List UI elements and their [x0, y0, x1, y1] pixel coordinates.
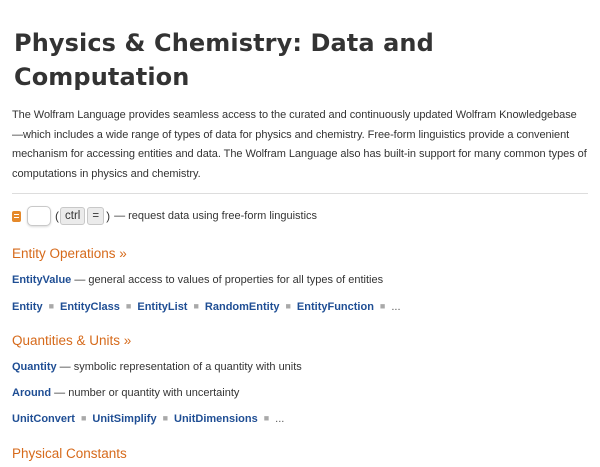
cell-bracket-icon[interactable] — [12, 211, 21, 222]
around-line — [12, 387, 239, 399]
function-link-entityfunction[interactable]: EntityFunction — [296, 301, 374, 313]
page-title: Physics & Chemistry: Data and Computation — [14, 29, 434, 91]
entity-links-line — [12, 301, 401, 313]
function-link-around[interactable]: Around — [12, 387, 52, 399]
separator-dot: ■ — [80, 413, 87, 423]
entityvalue-description: — general access to values of properties for all types of entities — [71, 274, 384, 286]
intro-paragraph: The Wolfram Language provides seamless access to the curated and continuously updated Wolfram Knowledgebase —which includes a wide range of types of data for physics and chemistry. Free-form linguistics provide a convenient mechanism for accessing entities and data. The Wolfram Language also has built-in support for many common types of computations in physics and chemistry. — [12, 109, 587, 180]
freeform-input-row — [12, 205, 317, 227]
quantity-line — [12, 361, 302, 373]
freeform-description: — request data using free-form linguistics — [114, 210, 318, 222]
function-link-entityvalue[interactable]: EntityValue — [12, 274, 72, 286]
open-paren: ( — [55, 209, 59, 223]
separator-dot: ■ — [162, 413, 168, 423]
separator-dot: ■ — [263, 413, 270, 423]
around-description: — number or quantity with uncertainty — [51, 387, 240, 399]
key-ctrl: ctrl — [60, 207, 85, 225]
more-ellipsis[interactable]: ... — [391, 301, 401, 313]
function-link-unitdimensions[interactable]: UnitDimensions — [174, 413, 258, 425]
entityvalue-line — [12, 274, 383, 286]
separator-dot: ■ — [48, 301, 54, 311]
function-link-entitylist[interactable]: EntityList — [137, 301, 188, 313]
separator-dot: ■ — [125, 301, 132, 311]
function-link-randomentity[interactable]: RandomEntity — [204, 301, 280, 313]
section-heading-entity-operations[interactable]: Entity Operations » — [12, 246, 127, 261]
unit-links-line — [12, 413, 284, 425]
function-link-entity[interactable]: Entity — [12, 301, 43, 313]
key-equals: = — [87, 207, 104, 225]
quantity-description: — symbolic representation of a quantity with units — [56, 361, 302, 373]
separator-dot: ■ — [285, 301, 291, 311]
separator-dot: ■ — [193, 301, 199, 311]
section-heading-physical-constants[interactable]: Physical Constants — [12, 446, 127, 461]
divider — [12, 193, 588, 194]
function-link-entityclass[interactable]: EntityClass — [60, 301, 120, 313]
function-link-unitsimplify[interactable]: UnitSimplify — [92, 413, 157, 425]
section-heading-quantities-units[interactable]: Quantities & Units » — [12, 333, 132, 348]
freeform-input-box[interactable] — [27, 206, 51, 226]
separator-dot: ■ — [379, 301, 386, 311]
function-link-unitconvert[interactable]: UnitConvert — [12, 413, 75, 425]
close-paren: ) — [106, 209, 111, 223]
function-link-quantity[interactable]: Quantity — [12, 361, 57, 373]
more-ellipsis[interactable]: ... — [275, 413, 285, 425]
